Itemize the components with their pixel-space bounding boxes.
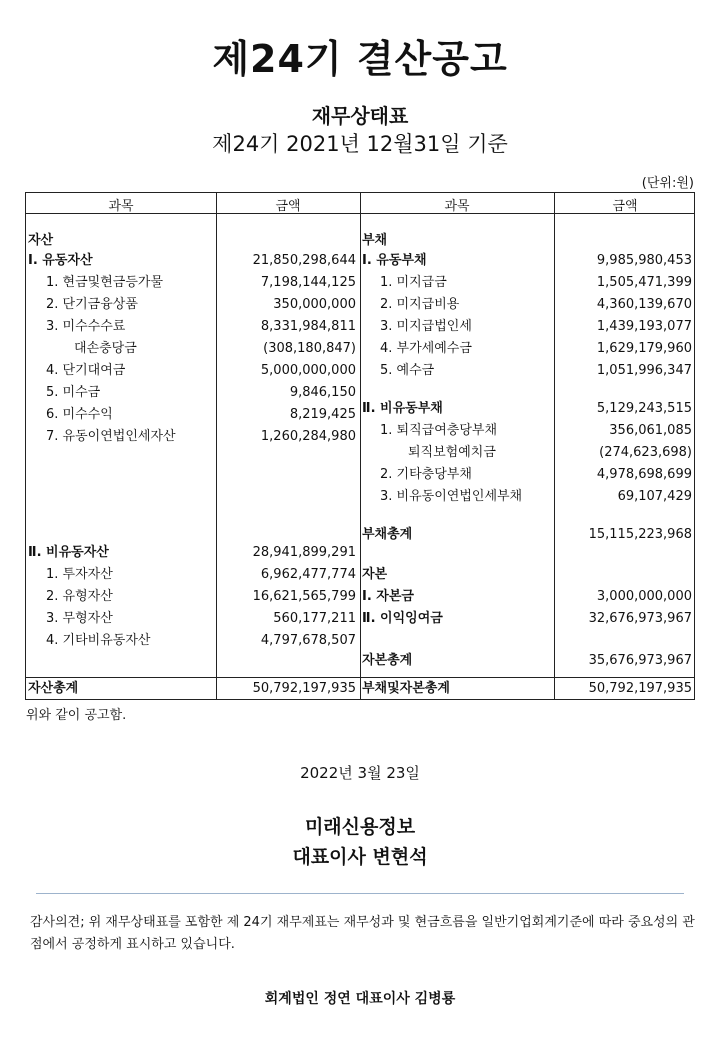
left-row-label: 3. 무형자산 (46, 611, 113, 626)
right-row-amount: 1,629,179,960 (596, 341, 692, 356)
notice-note: 위와 같이 공고함. (26, 708, 127, 723)
left-row-label: 5. 미수금 (46, 385, 101, 400)
header-item-left: 과목 (108, 199, 134, 214)
right-row-amount: 1,051,996,347 (596, 363, 692, 378)
section-divider (36, 893, 684, 894)
company-name: 미래신용정보 (304, 816, 416, 838)
statement-title: 재무상태표 (311, 104, 409, 128)
right-row-label: 1. 퇴직급여충당부채 (380, 423, 497, 438)
total-assets-label: 자산총계 (28, 681, 79, 696)
left-row-amount: 7,198,144,125 (260, 275, 356, 290)
right-row-label: 1. 미지급금 (380, 275, 447, 290)
right-row-label: 퇴직보험예치금 (408, 445, 496, 460)
right-row-amount: 1,439,193,077 (596, 319, 692, 334)
left-row-label: Ⅰ. 유동자산 (28, 253, 93, 268)
left-row-label: 대손충당금 (74, 341, 137, 356)
right-row-label: 자본 (362, 567, 388, 582)
header-item-right: 과목 (444, 199, 470, 214)
balance-sheet-table (25, 192, 695, 700)
right-row-amount: 32,676,973,967 (588, 611, 692, 626)
left-row-amount: 1,260,284,980 (260, 429, 356, 444)
left-row-label: 3. 미수수수료 (46, 319, 126, 334)
left-row-label: 1. 현금및현금등가물 (46, 275, 163, 290)
auditor-signature: 회계법인 정연 대표이사 김병룡 (264, 991, 456, 1007)
right-row-label: Ⅱ. 이익잉여금 (362, 611, 443, 626)
left-row-label: 자산 (28, 233, 54, 248)
right-row-amount: 35,676,973,967 (588, 653, 692, 668)
left-row-label: 7. 유동이연법인세자산 (46, 429, 176, 444)
right-row-label: 3. 미지급법인세 (380, 319, 472, 334)
left-row-amount: 9,846,150 (289, 385, 356, 400)
left-row-amount: 560,177,211 (273, 611, 356, 626)
left-row-amount: 21,850,298,644 (252, 253, 356, 268)
right-row-label: 2. 기타충당부채 (380, 467, 472, 482)
notice-date: 2022년 3월 23일 (300, 764, 420, 782)
right-row-label: 4. 부가세예수금 (380, 341, 472, 356)
right-row-label: 2. 미지급비용 (380, 297, 460, 312)
left-row-label: 4. 단기대여금 (46, 363, 126, 378)
right-row-label: 5. 예수금 (380, 363, 435, 378)
left-row-amount: (308,180,847) (263, 341, 356, 356)
header-amount-right: 금액 (612, 199, 638, 214)
total-liabilities-equity-amount: 50,792,197,935 (588, 681, 692, 696)
right-row-label: 부채 (362, 233, 388, 248)
header-amount-left: 금액 (275, 199, 301, 214)
left-row-amount: 8,331,984,811 (260, 319, 356, 334)
audit-opinion: 감사의견; 위 재무상태표를 포함한 제 24기 재무제표는 재무성과 및 현금흐름을 일반기업회계기준에 따라 중요성의 관점에서 공정하게 표시하고 있습니다. (30, 915, 695, 952)
statement-period: 제24기 2021년 12월31일 기준 (212, 132, 508, 156)
right-row-amount: 9,985,980,453 (596, 253, 692, 268)
left-row-label: 1. 투자자산 (46, 567, 113, 582)
right-row-label: 부채총계 (362, 527, 413, 542)
left-row-amount: 6,962,477,774 (260, 567, 356, 582)
left-row-amount: 28,941,899,291 (252, 545, 356, 560)
right-row-amount: 15,115,223,968 (588, 527, 692, 542)
right-row-amount: 3,000,000,000 (596, 589, 692, 604)
left-row-amount: 16,621,565,799 (252, 589, 356, 604)
totals-divider (26, 677, 694, 678)
left-row-label: Ⅱ. 비유동자산 (28, 545, 109, 560)
right-row-amount: 5,129,243,515 (596, 401, 692, 416)
left-row-label: 2. 단기금융상품 (46, 297, 138, 312)
unit-label: (단위:원) (641, 176, 694, 191)
left-row-amount: 350,000,000 (273, 297, 356, 312)
right-row-amount: 69,107,429 (617, 489, 692, 504)
total-liabilities-equity-label: 부채및자본총계 (362, 681, 450, 696)
notice-title: 제24기 결산공고 (212, 37, 508, 81)
left-row-label: 2. 유형자산 (46, 589, 113, 604)
right-row-label: 3. 비유동이연법인세부채 (380, 489, 523, 504)
right-row-amount: 356,061,085 (609, 423, 692, 438)
left-row-amount: 4,797,678,507 (260, 633, 356, 648)
ceo-name: 대표이사 변현석 (292, 846, 428, 868)
column-divider (360, 193, 361, 699)
right-row-label: 자본총계 (362, 653, 413, 668)
left-row-amount: 5,000,000,000 (260, 363, 356, 378)
right-row-amount: (274,623,698) (599, 445, 692, 460)
left-row-amount: 8,219,425 (289, 407, 356, 422)
total-assets-amount: 50,792,197,935 (252, 681, 356, 696)
right-row-amount: 4,978,698,699 (596, 467, 692, 482)
left-row-label: 4. 기타비유동자산 (46, 633, 151, 648)
right-row-label: Ⅰ. 유동부채 (362, 253, 427, 268)
right-row-amount: 1,505,471,399 (596, 275, 692, 290)
right-row-amount: 4,360,139,670 (596, 297, 692, 312)
right-row-label: Ⅱ. 비유동부채 (362, 401, 443, 416)
left-row-label: 6. 미수수익 (46, 407, 113, 422)
right-row-label: Ⅰ. 자본금 (362, 589, 414, 604)
